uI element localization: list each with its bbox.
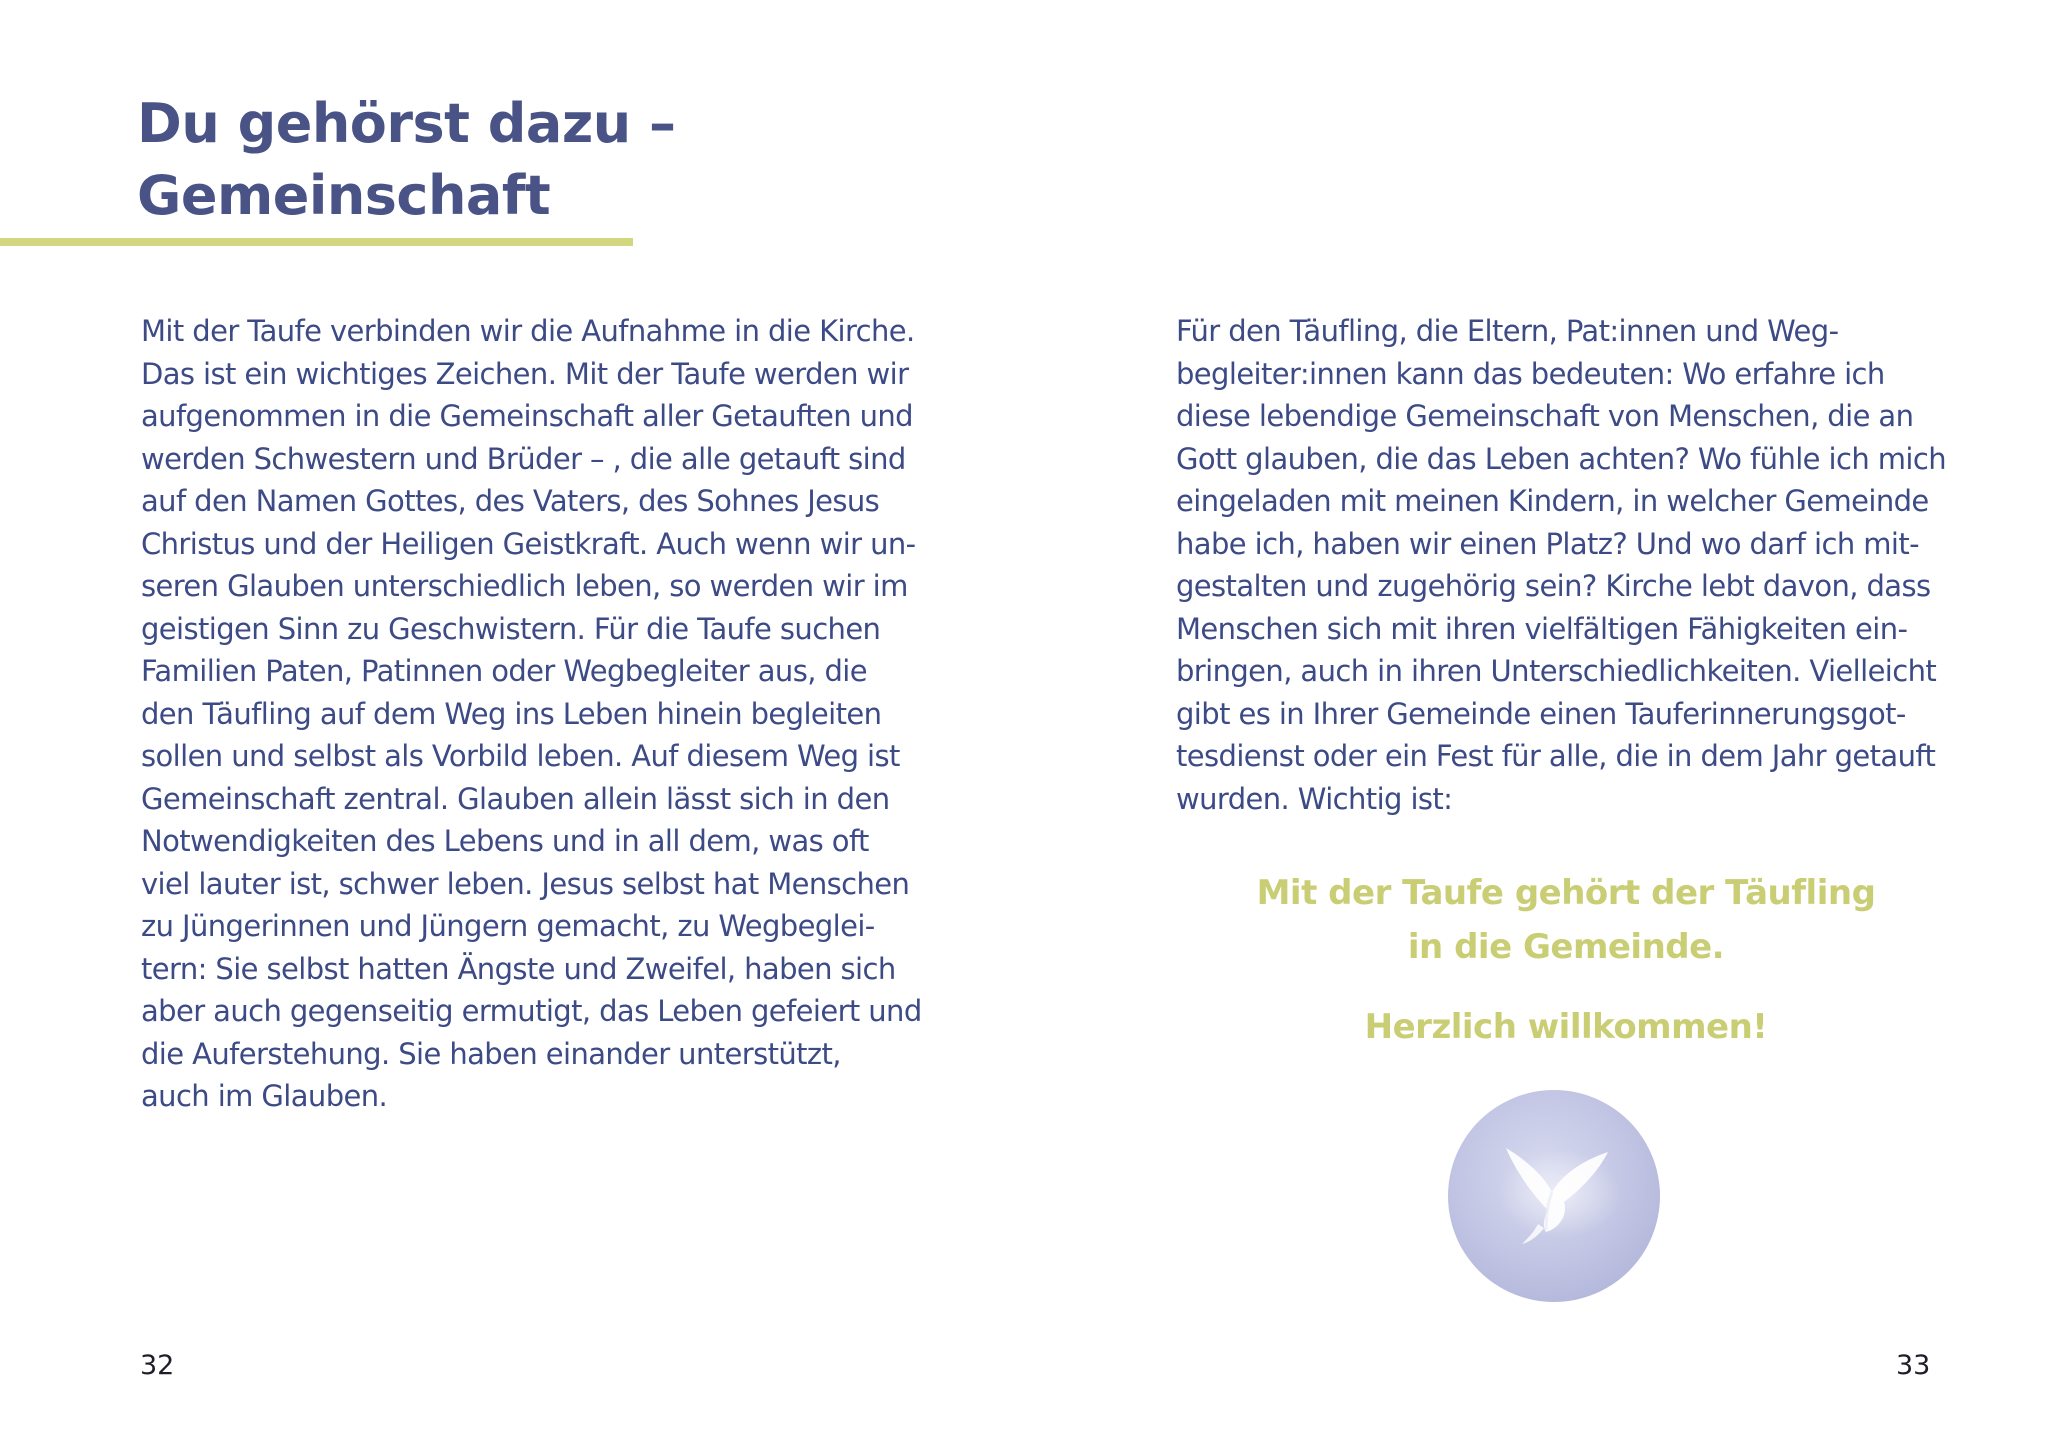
body-line: Notwendigkeiten des Lebens und in all dem, was oft <box>141 824 869 858</box>
welcome-message: Herzlich willkommen! <box>1364 1007 1768 1047</box>
body-line: habe ich, haben wir einen Platz? Und wo darf ich mit- <box>1176 526 1919 561</box>
body-line: begleiter:innen kann das bedeuten: Wo erfahre ich <box>1176 356 1885 391</box>
body-line: zu Jüngerinnen und Jüngern gemacht, zu Wegbeglei- <box>141 909 875 943</box>
body-line: Das ist ein wichtiges Zeichen. Mit der Taufe werden wir <box>141 356 909 391</box>
body-line: Gemeinschaft zentral. Glauben allein lässt sich in den <box>141 781 890 816</box>
body-line: aufgenommen in die Gemeinschaft aller Getauften und <box>141 399 913 433</box>
page-number-left: 32 <box>140 1350 175 1381</box>
body-line: die Auferstehung. Sie haben einander unterstützt, <box>141 1036 841 1071</box>
body-line: bringen, auch in ihren Unterschiedlichkeiten. Vielleicht <box>1176 654 1937 688</box>
body-line: Familien Paten, Patinnen oder Wegbegleiter aus, die <box>141 654 867 688</box>
body-line: gibt es in Ihrer Gemeinde einen Tauferinnerungsgot- <box>1176 696 1906 731</box>
body-line: tesdienst oder ein Fest für alle, die in dem Jahr getauft <box>1176 739 1936 773</box>
title-underline-rule <box>0 238 633 246</box>
body-line: diese lebendige Gemeinschaft von Menschen, die an <box>1176 399 1914 433</box>
page-title-line-1: Du gehörst dazu – <box>137 92 676 155</box>
page-title-line-2: Gemeinschaft <box>137 164 551 227</box>
right-body-text <box>1176 310 1976 820</box>
page-number-right: 33 <box>1896 1350 1931 1381</box>
body-line: sollen und selbst als Vorbild leben. Auf diesem Weg ist <box>141 739 900 773</box>
body-line: eingeladen mit meinen Kindern, in welcher Gemeinde <box>1176 484 1929 518</box>
body-line: Für den Täufling, die Eltern, Pat:innen und Weg- <box>1176 314 1839 348</box>
left-body-text <box>141 310 961 1118</box>
body-line: auf den Namen Gottes, des Vaters, des Sohnes Jesus <box>141 484 880 518</box>
body-line: wurden. Wichtig ist: <box>1176 781 1453 816</box>
body-line: Menschen sich mit ihren vielfältigen Fähigkeiten ein- <box>1176 611 1908 646</box>
highlight-message-line-1: Mit der Taufe gehört der Täufling <box>1256 873 1876 913</box>
body-line: den Täufling auf dem Weg ins Leben hinein begleiten <box>141 696 882 731</box>
body-line: geistigen Sinn zu Geschwistern. Für die Taufe suchen <box>141 611 881 646</box>
highlight-message-line-2: in die Gemeinde. <box>1407 927 1725 967</box>
body-line: gestalten und zugehörig sein? Kirche lebt davon, dass <box>1176 569 1931 603</box>
body-line: seren Glauben unterschiedlich leben, so werden wir im <box>141 569 908 603</box>
body-line: auch im Glauben. <box>141 1079 388 1113</box>
page-title <box>137 88 676 232</box>
body-line: werden Schwestern und Brüder – , die alle getauft sind <box>141 441 906 476</box>
dove-icon <box>1448 1090 1660 1302</box>
body-line: aber auch gegenseitig ermutigt, das Leben gefeiert und <box>141 994 922 1028</box>
body-line: Mit der Taufe verbinden wir die Aufnahme in die Kirche. <box>141 314 915 348</box>
body-line: Christus und der Heiligen Geistkraft. Auch wenn wir un- <box>141 526 916 561</box>
body-line: tern: Sie selbst hatten Ängste und Zweifel, haben sich <box>141 951 896 986</box>
body-line: Gott glauben, die das Leben achten? Wo fühle ich mich <box>1176 441 1946 476</box>
body-line: viel lauter ist, schwer leben. Jesus selbst hat Menschen <box>141 866 910 901</box>
